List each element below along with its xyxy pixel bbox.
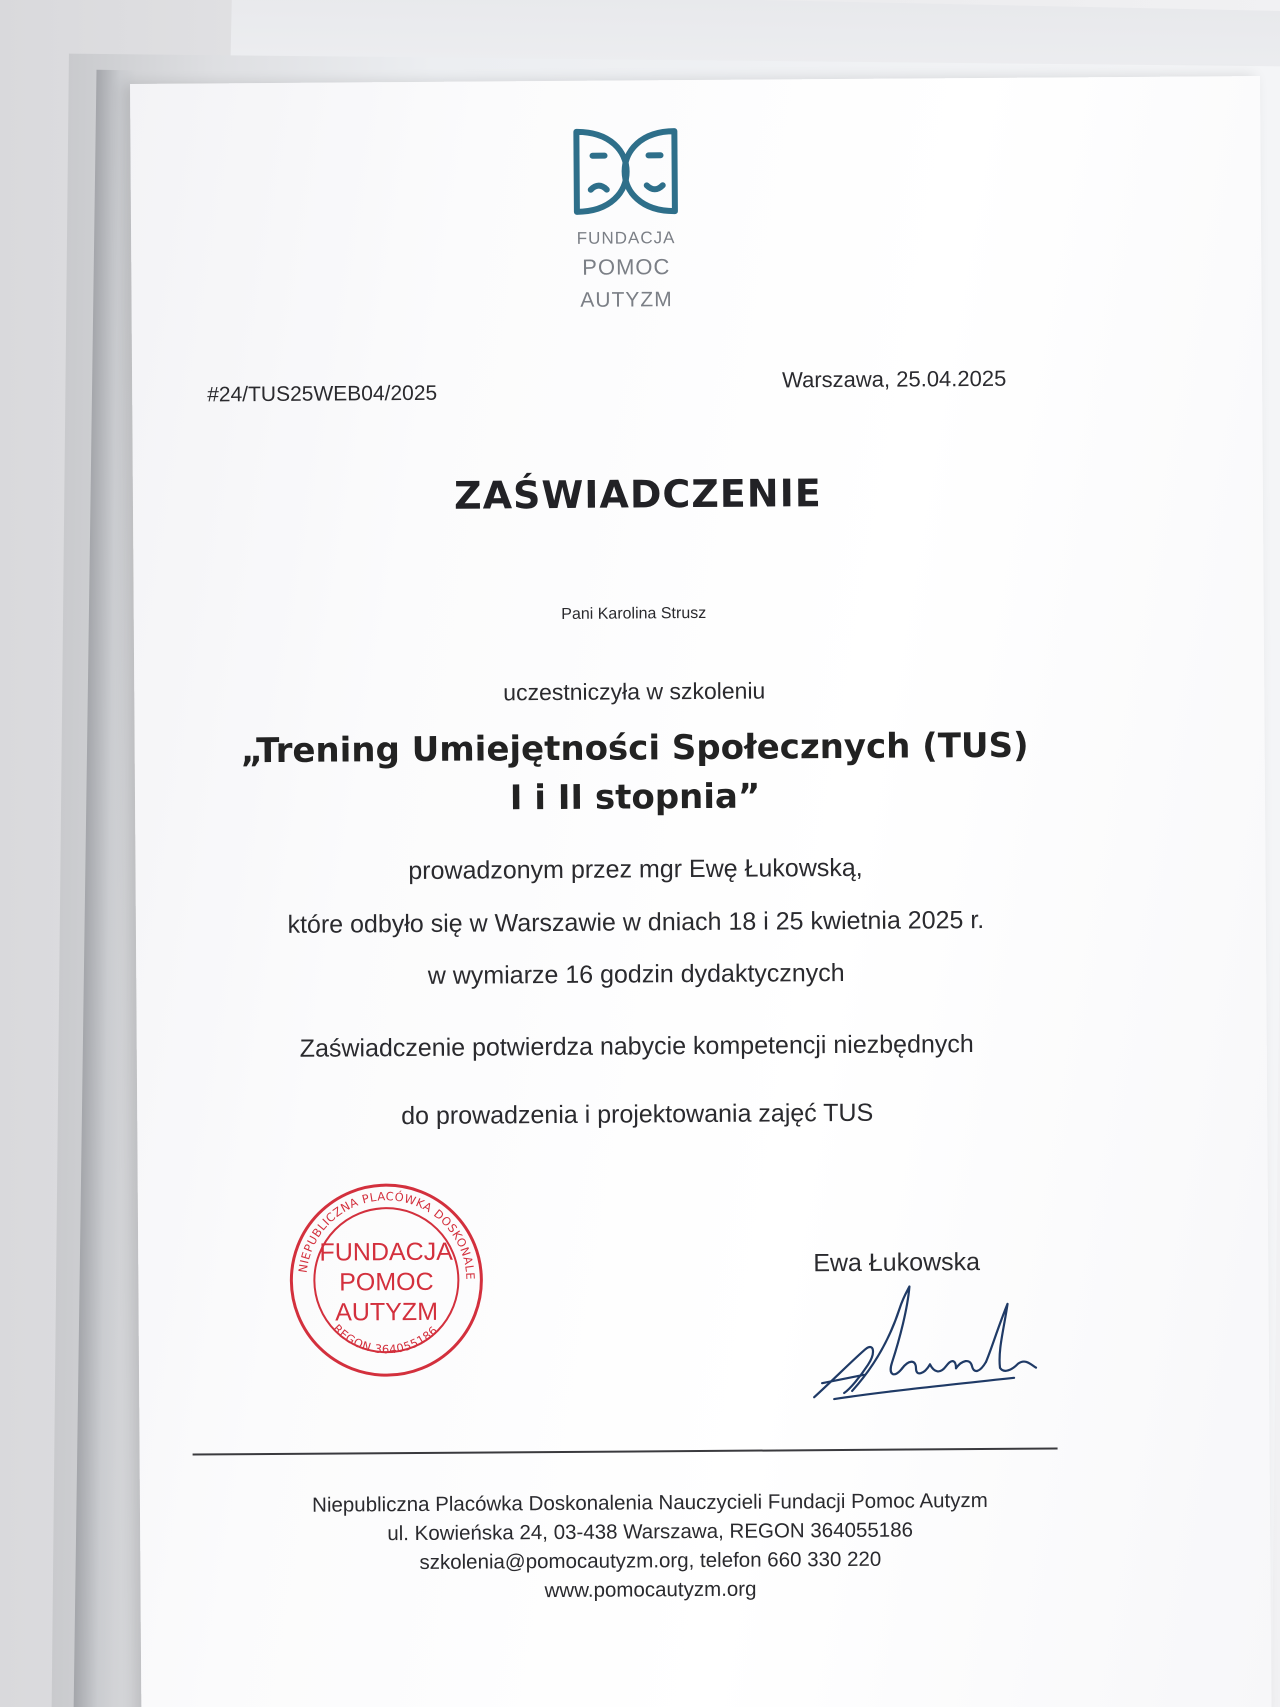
place-and-date: Warszawa, 25.04.2025 xyxy=(782,365,1007,393)
document-title: ZAŚWIADCZENIE xyxy=(453,471,822,518)
training-dates-line: które odbyło się w Warszawie w dniach 18 i 25 kwietnia 2025 r. xyxy=(287,906,985,939)
instructor-line: prowadzonym przez mgr Ewę Łukowską, xyxy=(408,853,863,886)
confirmation-line1: Zaświadczenie potwierdza nabycie kompetencji niezbędnych xyxy=(299,1030,974,1063)
signature-scribble-icon xyxy=(803,1278,1044,1420)
footer-contact: szkolenia@pomocautyzm.org, telefon 660 330 220 xyxy=(419,1547,882,1574)
logo-text-line1: FUNDACJA xyxy=(576,228,676,248)
course-title-line2: I i II stopnia” xyxy=(509,776,761,819)
stamp-ring-text: NIEPUBLICZNA PLACÓWKA DOSKONALENIA xyxy=(295,1189,478,1281)
footer-institution: Niepubliczna Placówka Doskonalenia Nauczycieli Fundacji Pomoc Autyzm xyxy=(312,1488,988,1517)
foundation-logo xyxy=(565,125,686,336)
training-hours-line: w wymiarze 16 godzin dydaktycznych xyxy=(427,958,845,990)
reference-number: #24/TUS25WEB04/2025 xyxy=(207,381,438,407)
logo-text-line3: AUTYZM xyxy=(580,287,673,312)
stamp-line1: FUNDACJA xyxy=(319,1237,453,1267)
theatre-masks-logo-icon xyxy=(570,125,681,218)
signer-name: Ewa Łukowska xyxy=(813,1248,981,1278)
footer-website: www.pomocautyzm.org xyxy=(544,1577,757,1603)
svg-text:NIEPUBLICZNA PLACÓWKA DOSKONAL xyxy=(286,1179,478,1281)
logo-text-line2: POMOC xyxy=(582,254,671,280)
handwritten-signature xyxy=(803,1278,1044,1420)
course-title-line1: „Trening Umiejętności Społecznych (TUS) xyxy=(240,725,1029,772)
footer-divider xyxy=(193,1448,1058,1456)
recipient-name: Pani Karolina Strusz xyxy=(561,604,707,623)
footer-address: ul. Kowieńska 24, 03-438 Warszawa, REGON 364055186 xyxy=(387,1518,914,1546)
official-stamp xyxy=(286,1179,487,1380)
stamp-line3: AUTYZM xyxy=(335,1297,439,1327)
certificate-page xyxy=(130,76,1271,1707)
confirmation-line2: do prowadzenia i projektowania zajęć TUS xyxy=(401,1098,874,1131)
attended-text: uczestniczyła w szkoleniu xyxy=(503,677,766,706)
stamp-line2: POMOC xyxy=(339,1267,434,1297)
stamp-regon-text: REGON 364055186 xyxy=(330,1321,441,1357)
stamp-seal-icon xyxy=(286,1179,487,1380)
